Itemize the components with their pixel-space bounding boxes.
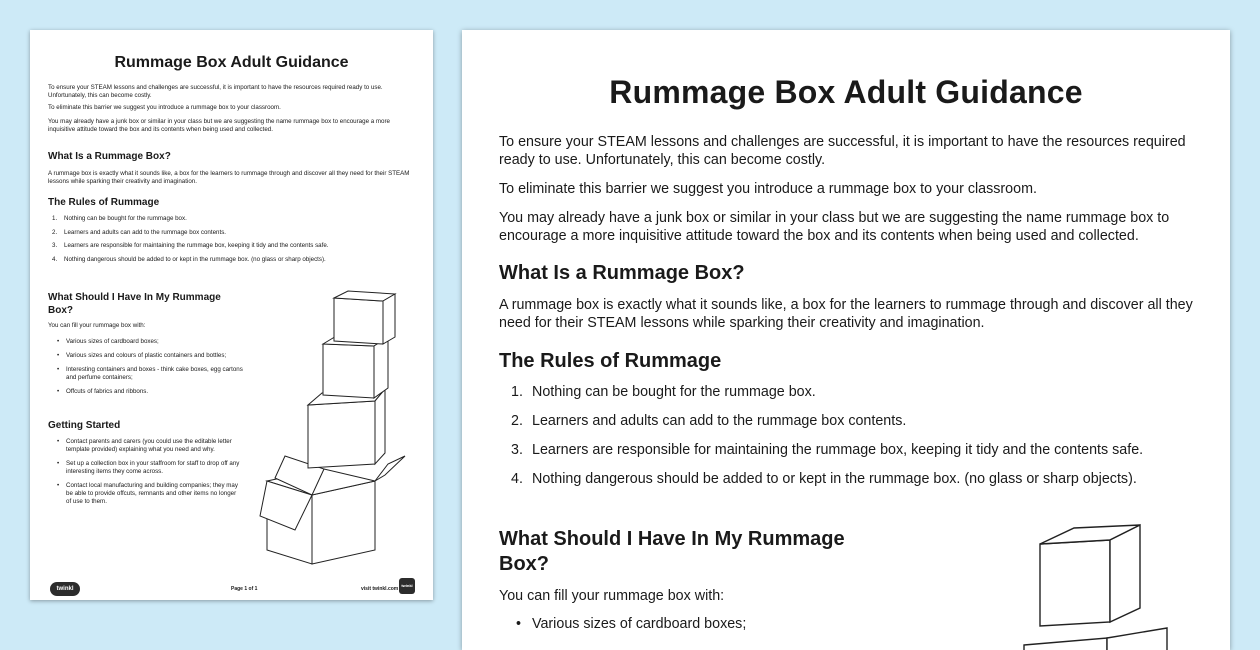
small-start-item: • Contact parents and carers (you could use the editable letter template provided) explaining what you need and why. xyxy=(48,438,243,454)
small-what-should-text: You can fill your rummage box with: xyxy=(48,322,146,329)
small-start-item: • Contact local manufacturing and building companies; they may be able to provide offcuts, remnants and other items no longer of use to them. xyxy=(48,482,243,506)
small-intro-3: You may already have a junk box or similar in your class but we are suggesting the name rummage box to encourage a more inquisitive attitude toward the box and its contents when being used and collected. xyxy=(48,118,390,133)
small-heading-rules: The Rules of Rummage xyxy=(48,197,160,208)
small-fill-list xyxy=(48,338,243,402)
rule-item: 4. Nothing dangerous should be added to or kept in the rummage box. (no glass or sharp objects). xyxy=(511,471,1137,487)
small-heading-what-should: What Should I Have In My Rummage Box? xyxy=(48,292,221,316)
page-number: Page 1 of 1 xyxy=(231,586,258,592)
small-heading-what-is: What Is a Rummage Box? xyxy=(48,151,171,162)
small-start-item: • Set up a collection box in your staffroom for staff to drop off any interesting items they come across. xyxy=(48,460,243,476)
page-thumbnail xyxy=(30,30,433,600)
stacked-boxes-illustration xyxy=(255,288,415,578)
heading-what-is: What Is a Rummage Box? xyxy=(499,262,745,284)
small-intro-2: To eliminate this barrier we suggest you introduce a rummage box to your classroom. xyxy=(48,104,281,111)
rule-item: 3. Learners are responsible for maintaining the rummage box, keeping it tidy and the contents safe. xyxy=(511,442,1144,458)
small-rule-item: 1. Nothing can be bought for the rummage box. xyxy=(52,215,187,222)
page-zoomed xyxy=(462,30,1230,650)
heading-what-should xyxy=(499,527,845,577)
small-what-is-text: A rummage box is exactly what it sounds like, a box for the learners to rummage through and discover all they need for their STEAM lessons while sparking their creativity and imagination. xyxy=(48,170,410,185)
rule-item: 2. Learners and adults can add to the rummage box contents. xyxy=(511,413,907,429)
small-fill-item: • Various sizes and colours of plastic containers and bottles; xyxy=(48,352,243,360)
rule-item: 1. Nothing can be bought for the rummage box. xyxy=(511,384,816,400)
fill-item: • Various sizes of cardboard boxes; xyxy=(499,616,746,632)
small-fill-item: • Various sizes of cardboard boxes; xyxy=(48,338,243,346)
small-rules-list xyxy=(48,215,415,269)
intro-paragraph-2: To eliminate this barrier we suggest you introduce a rummage box to your classroom. xyxy=(499,181,1037,197)
small-getting-started-list xyxy=(48,438,243,512)
small-rule-item: 2. Learners and adults can add to the rummage box contents. xyxy=(52,228,227,236)
heading-rules: The Rules of Rummage xyxy=(499,350,722,372)
small-heading-getting-started: Getting Started xyxy=(48,420,121,431)
small-fill-item: • Offcuts of fabrics and ribbons. xyxy=(48,388,243,396)
small-fill-item: • Interesting containers and boxes - think cake boxes, egg cartons and perfume containers; xyxy=(48,366,243,382)
small-rule-item: 3. Learners are responsible for maintaining the rummage box, keeping it tidy and the contents safe. xyxy=(52,242,329,249)
qr-logo: twinkl xyxy=(399,578,415,594)
heading-what-should-line2: Box? xyxy=(499,553,549,575)
heading-what-should-line1: What Should I Have In My Rummage xyxy=(499,528,845,550)
small-intro-1: To ensure your STEAM lessons and challenges are successful, it is important to have the resources required ready to use. Unfortunately, this can become costly. xyxy=(48,84,383,99)
small-rule-item: 4. Nothing dangerous should be added to or kept in the rummage box. (no glass or sharp objects). xyxy=(52,255,326,263)
page-title: Rummage Box Adult Guidance xyxy=(609,74,1083,110)
stacked-boxes-illustration-large xyxy=(1022,520,1222,650)
footer-url: visit twinkl.com xyxy=(361,586,399,592)
what-should-text: You can fill your rummage box with: xyxy=(499,588,725,604)
twinkl-logo: twinkl xyxy=(50,582,80,596)
what-is-text: A rummage box is exactly what it sounds like, a box for the learners to rummage through and discover all they need for their STEAM lessons while sparking their creativity and imagination. xyxy=(499,297,1193,331)
small-page-title: Rummage Box Adult Guidance xyxy=(114,54,349,71)
intro-paragraph-1: To ensure your STEAM lessons and challenges are successful, it is important to have the resources required ready to use. Unfortunately, this can become costly. xyxy=(499,134,1186,168)
intro-paragraph-3: You may already have a junk box or similar in your class but we are suggesting the name rummage box to encourage a more inquisitive attitude toward the box and its contents when being used and collected. xyxy=(499,210,1170,244)
